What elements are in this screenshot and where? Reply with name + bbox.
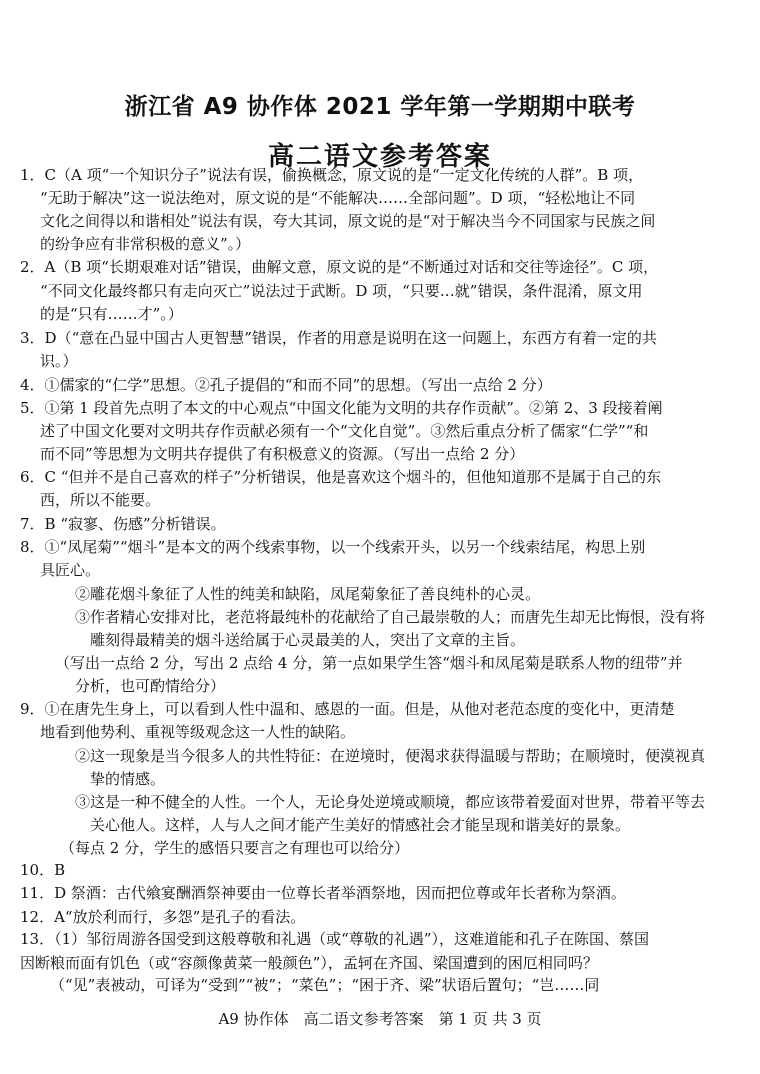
page-footer: A9 协作体 高二语文参考答案 第 1 页 共 3 页	[218, 1010, 542, 1028]
answer-line: 地看到他势利、重视等级观念这一人性的缺陷。	[40, 723, 356, 741]
answer-line: 6．C “但并不是自己喜欢的样子”分析错误，他是喜欢这个烟斗的，但他知道那不是属于自己的东	[20, 468, 662, 486]
document-title: 浙江省 A9 协作体 2021 学年第一学期期中联考	[124, 94, 636, 120]
answer-line: 11．D 祭酒：古代飨宴酬酒祭神要由一位尊长者举酒祭地，因而把位尊或年长者称为祭酒。	[20, 884, 626, 902]
answer-line: 4．①儒家的“仁学”思想。②孔子提倡的“和而不同”的思想。（写出一点给 2 分）	[20, 376, 552, 394]
answer-line: ②雕花烟斗象征了人性的纯美和缺陷，凤尾菊象征了善良纯朴的心灵。	[75, 585, 541, 603]
answer-line: 7．B “寂寥、伤感”分析错误。	[20, 515, 226, 533]
answer-line: ②这一现象是当今很多人的共性特征：在逆境时，便渴求获得温暖与帮助；在顺境时，便漠视真	[75, 747, 706, 765]
answer-line: （“见”表被动，可译为“受到”“被”；“菜色”；“困于齐、梁”状语后置句；“岂……同	[50, 976, 600, 994]
answer-line: 2．A（B 项“长期艰难对话”错误，曲解文意，原文说的是“不断通过对话和交往等途径”。C 项，	[20, 258, 659, 276]
answer-line: 12．A“放於利而行，多怨”是孔子的看法。	[20, 908, 306, 926]
answer-line: 5．①第 1 段首先点明了本文的中心观点“中国文化能为文明的共存作贡献”。②第 2、3 段接着阐	[20, 399, 663, 417]
answer-line: 13．（1）邹衍周游各国受到这般尊敬和礼遇（或“尊敬的礼遇”），这难道能和孔子在陈国、蔡国	[20, 930, 649, 948]
answer-line: 雕刻得最精美的烟斗送给属于心灵最美的人，突出了文章的主旨。	[90, 631, 526, 649]
answer-line: 8．①“凤尾菊”“烟斗”是本文的两个线索事物，以一个线索开头，以另一个线索结尾，构思上别	[20, 538, 646, 556]
answer-line: （写出一点给 2 分，写出 2 点给 4 分，第一点如果学生答“烟斗和凤尾菊是联系人物的纽带”并	[55, 654, 683, 672]
answer-line: 因断粮而面有饥色（或“容颜像黄菜一般颜色”），孟轲在齐国、梁国遭到的困厄相同吗？	[20, 954, 598, 972]
answer-line: 分析，也可酌情给分）	[75, 677, 226, 695]
document-subtitle: 高二语文参考答案	[267, 142, 492, 172]
answer-line: 具匠心。	[40, 561, 101, 579]
answer-line: 文化之间得以和谐相处”说法有误，夸大其词，原文说的是“对于解决当今不同国家与民族之间	[40, 212, 656, 230]
answer-line: 9．①在唐先生身上，可以看到人性中温和、感恩的一面。但是，从他对老范态度的变化中，更清楚	[20, 700, 675, 718]
answer-line: 挚的情感。	[90, 770, 166, 788]
answer-line: “不同文化最终都只有走向灭亡”说法过于武断。D 项，“只要…就”错误，条件混淆，原文用	[40, 282, 643, 300]
answer-line: 1．C（A 项“一个知识分子”说法有误，偷换概念，原文说的是“一定文化传统的人群”。B 项，	[20, 166, 644, 184]
answer-line: 关心他人。这样，人与人之间才能产生美好的情感社会才能呈现和谐美好的景象。	[90, 816, 631, 834]
answer-line: 3．D（“意在凸显中国古人更智慧”错误，作者的用意是说明在这一问题上，东西方有着一定的共	[20, 329, 657, 347]
answer-line: 10．B	[20, 861, 66, 879]
answer-line: 的是“只有……才”。）	[40, 305, 183, 323]
answer-line: “无助于解决”这一说法绝对，原文说的是“不能解决……全部问题”。D 项，“轻松地让不同	[40, 189, 636, 207]
answer-line: 的纷争应有非常积极的意义”。）	[40, 235, 251, 253]
answer-line: ③这是一种不健全的人性。一个人，无论身处逆境或顺境，都应该带着爱面对世界，带着平等去	[75, 793, 706, 811]
answer-line: 西，所以不能要。	[40, 491, 161, 509]
answer-line: 而不同”等思想为文明共存提供了有积极意义的资源。（写出一点给 2 分）	[40, 445, 525, 463]
answer-line: 述了中国文化要对文明共存作贡献必须有一个“文化自觉”。③然后重点分析了儒家“仁学”“和	[40, 422, 649, 440]
answer-line: ③作者精心安排对比，老范将最纯朴的花献给了自己最崇敬的人；而唐先生却无比悔恨，没有将	[75, 608, 706, 626]
answer-line: 识。）	[40, 352, 78, 370]
answer-line: （每点 2 分，学生的感悟只要言之有理也可以给分）	[60, 839, 410, 857]
